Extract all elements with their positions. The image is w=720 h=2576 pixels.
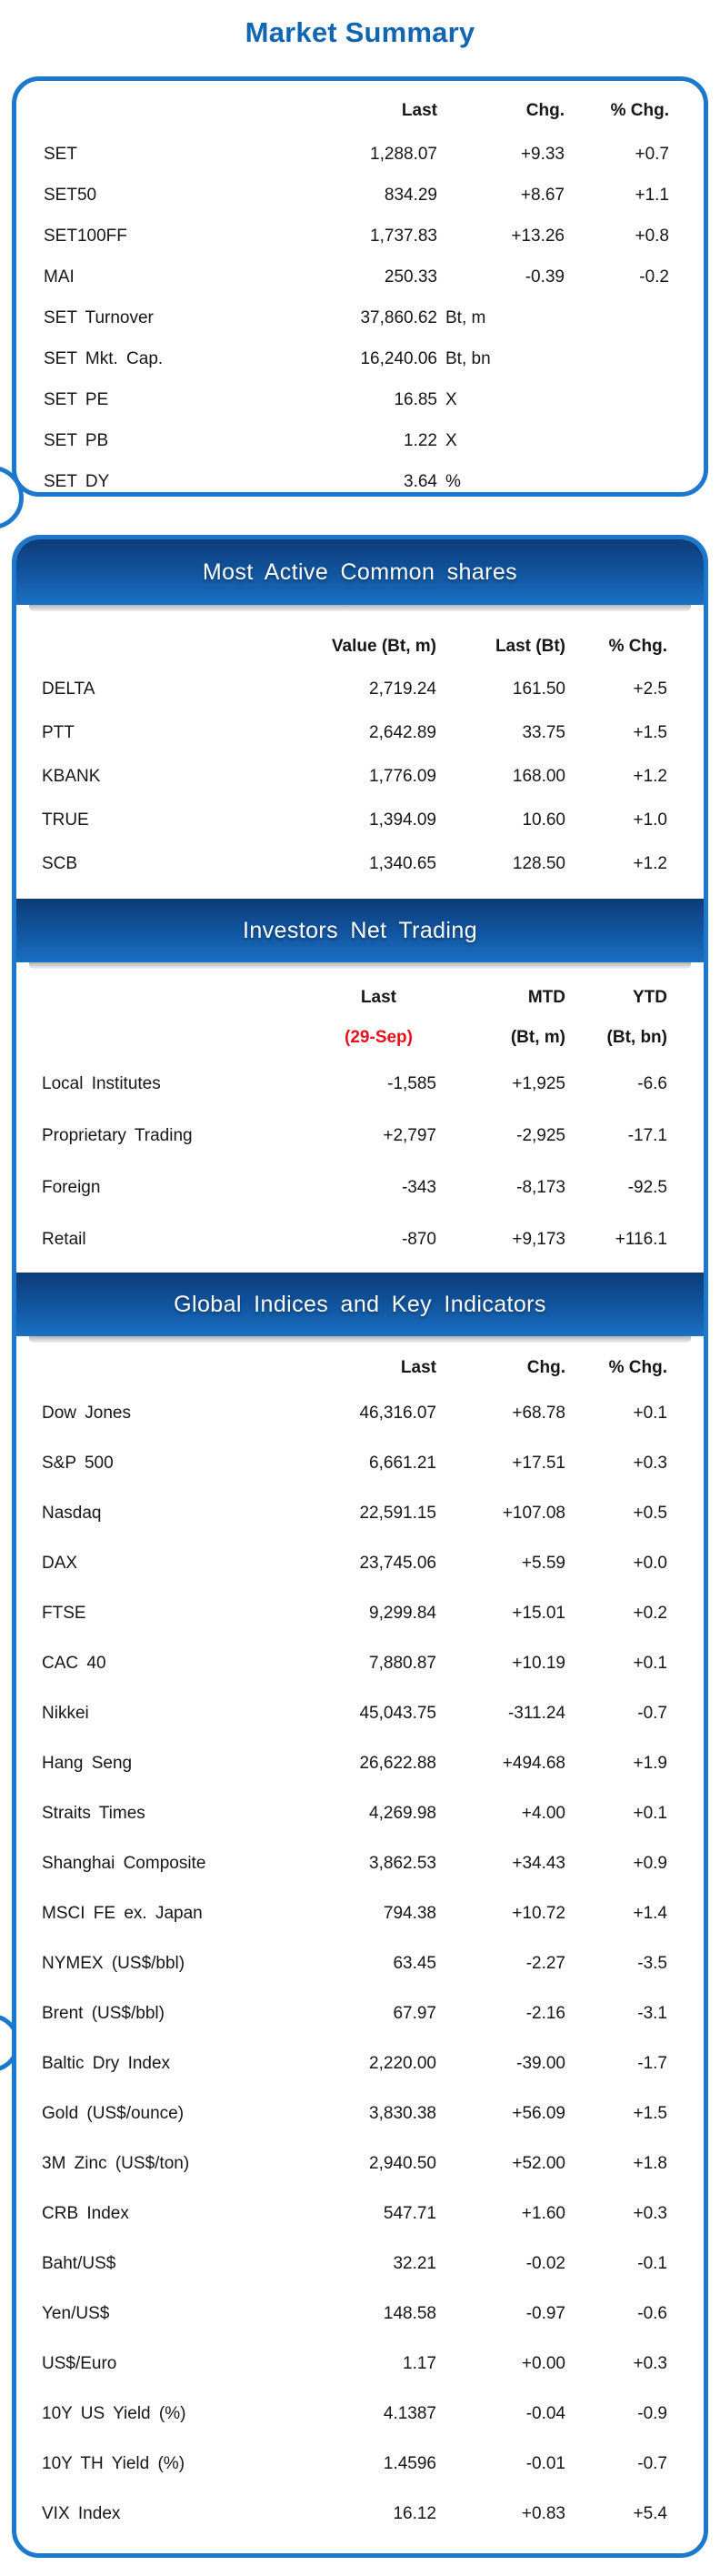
net-last: -343 (401, 1177, 436, 1197)
value-last: 9,299.84 (369, 1603, 436, 1623)
table-row (42, 1058, 667, 1110)
column-subheader-mtd-unit: (Bt, m) (510, 1028, 565, 1047)
investors-table (16, 978, 704, 1273)
net-mtd: -2,925 (516, 1125, 565, 1145)
ticker-label: KBANK (42, 767, 101, 786)
indicator-label: NYMEX (US$/bbl) (42, 1953, 185, 1973)
page-title: Market Summary (245, 16, 475, 48)
most-active-rows (42, 668, 667, 886)
global-table (16, 1348, 704, 2539)
ticker-label: SCB (42, 854, 78, 873)
value-last: 3.64 (404, 471, 437, 491)
net-ytd: +116.1 (615, 1229, 667, 1249)
table-row (42, 2489, 667, 2539)
indicator-label: 10Y US Yield (%) (42, 2403, 186, 2423)
value-pct: +1.9 (633, 1753, 667, 1773)
indicator-label: Brent (US$/bbl) (42, 2003, 165, 2023)
value-traded: 1,340.65 (369, 854, 436, 873)
row-label: SET (44, 144, 77, 164)
value-pct: -1.7 (637, 2053, 667, 2073)
column-header-value: Value (Bt, m) (331, 637, 436, 656)
value-last: 22,591.15 (359, 1503, 436, 1523)
column-header-last: Last (401, 101, 437, 120)
row-label: SET100FF (44, 226, 127, 246)
indicator-label: Yen/US$ (42, 2303, 110, 2323)
value-mid-cell (437, 226, 565, 247)
value-last: 32.21 (393, 2253, 436, 2273)
band-shadow (29, 1336, 691, 1343)
band-shadow (29, 605, 691, 611)
value-chg: +52.00 (512, 2153, 565, 2173)
global-header-row (42, 1348, 667, 1388)
investor-type-label: Proprietary Trading (42, 1125, 193, 1145)
net-ytd: -6.6 (637, 1073, 667, 1093)
value-last: 16.12 (393, 2503, 436, 2523)
table-row (42, 799, 667, 842)
row-label: MAI (44, 267, 75, 287)
table-row (42, 2339, 667, 2389)
value-chg: +8.67 (520, 185, 565, 205)
value-chg: -2.16 (525, 2003, 565, 2023)
value-last: 7,880.87 (369, 1653, 436, 1673)
value-chg: +107.08 (502, 1503, 565, 1523)
value-chg: +9.33 (520, 144, 565, 164)
value-last: 2,940.50 (369, 2153, 436, 2173)
column-header-pct: % Chg. (608, 1358, 667, 1377)
column-header-chg: Chg. (525, 101, 565, 120)
value-last: 3,862.53 (369, 1853, 436, 1873)
value-unit: Bt, bn (445, 348, 491, 368)
value-last: 26,622.88 (359, 1753, 436, 1773)
value-last: 1.17 (403, 2353, 436, 2373)
last-price: 161.50 (512, 679, 565, 699)
value-chg: -2.27 (525, 1953, 565, 1973)
section-header-global (16, 1273, 704, 1336)
column-header-pct: % Chg. (608, 637, 667, 656)
value-last: 67.97 (393, 2003, 436, 2023)
value-last: 1.22 (404, 430, 437, 450)
value-chg: +56.09 (512, 2103, 565, 2123)
table-row (42, 2088, 667, 2138)
value-chg: +0.00 (521, 2353, 565, 2373)
value-chg: +4.00 (521, 1803, 565, 1823)
table-row (42, 1738, 667, 1788)
table-row (42, 2439, 667, 2489)
net-mtd: +1,925 (512, 1073, 565, 1093)
indicator-label: Hang Seng (42, 1753, 133, 1773)
column-header-ytd: YTD (633, 988, 667, 1007)
value-last: 46,316.07 (359, 1403, 436, 1423)
net-ytd: -17.1 (627, 1125, 667, 1145)
table-row (44, 257, 669, 297)
value-pct: +0.1 (633, 1653, 667, 1673)
value-pct: +0.2 (633, 1603, 667, 1623)
value-mid-cell (437, 145, 565, 165)
value-pct: +0.9 (633, 1853, 667, 1873)
value-unit: Bt, m (445, 307, 486, 327)
value-pct: -0.9 (637, 2403, 667, 2423)
value-last: 250.33 (384, 267, 437, 287)
row-label: SET PE (44, 389, 109, 409)
table-row (44, 461, 669, 502)
column-header-last: Last (400, 1358, 436, 1377)
value-pct: +1.1 (635, 185, 669, 205)
table-row (42, 2038, 667, 2088)
indicator-label: CRB Index (42, 2203, 129, 2223)
pct-change: +1.5 (633, 723, 667, 742)
value-traded: 2,719.24 (369, 679, 436, 699)
last-price: 33.75 (522, 723, 565, 742)
investors-header-row (42, 978, 667, 1018)
table-row (42, 1438, 667, 1488)
value-last: 16.85 (394, 389, 437, 409)
value-last: 1,288.07 (370, 144, 437, 164)
band-shadow (29, 962, 691, 969)
value-traded: 1,776.09 (369, 767, 436, 786)
indicator-label: MSCI FE ex. Japan (42, 1903, 203, 1923)
column-header-last: Last (Bt) (495, 637, 565, 656)
table-row (42, 755, 667, 799)
value-pct: +1.5 (633, 2103, 667, 2123)
value-mid-cell (437, 390, 565, 410)
ticker-label: PTT (42, 723, 75, 742)
indicator-label: Baltic Dry Index (42, 2053, 171, 2073)
investor-type-label: Local Institutes (42, 1073, 161, 1093)
net-mtd: +9,173 (512, 1229, 565, 1249)
last-price: 10.60 (522, 810, 565, 830)
value-pct: -3.5 (637, 1953, 667, 1973)
section-title: Global Indices and Key Indicators (174, 1291, 546, 1317)
value-pct: -0.1 (637, 2253, 667, 2273)
investors-subheader-row (42, 1018, 667, 1058)
value-pct: -3.1 (637, 2003, 667, 2023)
ticker-label: DELTA (42, 679, 95, 699)
column-header-chg: Chg. (526, 1358, 565, 1377)
value-chg: +68.78 (512, 1403, 565, 1423)
value-pct: -0.2 (639, 267, 669, 287)
table-row (42, 2189, 667, 2239)
value-last: 834.29 (384, 185, 437, 205)
table-row (44, 134, 669, 175)
table-row (42, 1162, 667, 1213)
value-last: 23,745.06 (359, 1553, 436, 1573)
section-header-most-active (16, 539, 704, 605)
value-last: 63.45 (393, 1953, 436, 1973)
value-traded: 2,642.89 (369, 723, 436, 742)
last-price: 128.50 (512, 854, 565, 873)
last-price: 168.00 (512, 767, 565, 786)
table-row (44, 216, 669, 257)
table-row (44, 420, 669, 461)
value-pct: -0.7 (637, 2453, 667, 2473)
table-row (42, 842, 667, 886)
value-last: 4.1387 (383, 2403, 436, 2423)
value-chg: -0.01 (525, 2453, 565, 2473)
value-chg: +15.01 (512, 1603, 565, 1623)
value-pct: +1.4 (633, 1903, 667, 1923)
value-chg: +494.68 (502, 1753, 565, 1773)
value-pct: +5.4 (633, 2503, 667, 2523)
indicator-label: Baht/US$ (42, 2253, 116, 2273)
indicator-label: DAX (42, 1553, 78, 1573)
indicator-label: US$/Euro (42, 2353, 117, 2373)
value-mid-cell (437, 267, 565, 287)
table-row (42, 1213, 667, 1265)
section-title: Investors Net Trading (242, 917, 477, 943)
value-mid-cell (437, 308, 565, 328)
spacer (42, 886, 667, 899)
pct-change: +2.5 (633, 679, 667, 699)
global-rows (42, 1388, 667, 2539)
table-row (42, 1838, 667, 1888)
value-pct: +0.5 (633, 1503, 667, 1523)
value-chg: -311.24 (507, 1703, 565, 1723)
table-row (42, 2239, 667, 2289)
table-row (42, 2138, 667, 2189)
table-row (44, 297, 669, 338)
row-label: SET Turnover (44, 307, 154, 327)
table-row (42, 1938, 667, 1988)
value-chg: -0.02 (525, 2253, 565, 2273)
table-row (42, 1488, 667, 1538)
value-last: 794.38 (383, 1903, 436, 1923)
table-row (42, 1688, 667, 1738)
row-label: SET50 (44, 185, 97, 205)
table-row (42, 1388, 667, 1438)
value-last: 3,830.38 (369, 2103, 436, 2123)
value-pct: +0.0 (633, 1553, 667, 1573)
row-label: SET DY (44, 471, 110, 491)
indicator-label: FTSE (42, 1603, 86, 1623)
value-last: 6,661.21 (369, 1453, 436, 1473)
value-pct: +1.8 (633, 2153, 667, 2173)
net-last: -1,585 (387, 1073, 436, 1093)
indicator-label: CAC 40 (42, 1653, 106, 1673)
table-row (42, 1888, 667, 1938)
column-subheader-ytd-unit: (Bt, bn) (606, 1028, 667, 1047)
most-active-header-row (42, 626, 667, 668)
row-label: SET Mkt. Cap. (44, 348, 164, 368)
value-last: 1.4596 (383, 2453, 436, 2473)
column-header-last: Last (360, 988, 396, 1007)
value-unit: X (445, 430, 457, 450)
investor-type-label: Retail (42, 1229, 86, 1249)
value-last: 1,737.83 (370, 226, 437, 246)
table-row (42, 2389, 667, 2439)
value-last: 547.71 (383, 2203, 436, 2223)
value-chg: +10.19 (512, 1653, 565, 1673)
value-pct: +0.1 (633, 1803, 667, 1823)
value-pct: +0.3 (633, 2353, 667, 2373)
indicator-label: Straits Times (42, 1803, 145, 1823)
table-row (42, 668, 667, 711)
value-chg: +0.83 (521, 2503, 565, 2523)
value-pct: +0.3 (633, 1453, 667, 1473)
value-pct: +0.7 (635, 144, 669, 164)
indicator-label: VIX Index (42, 2503, 121, 2523)
indicator-label: 10Y TH Yield (%) (42, 2453, 185, 2473)
value-pct: +0.3 (633, 2203, 667, 2223)
pct-change: +1.2 (633, 767, 667, 786)
value-last: 148.58 (383, 2303, 436, 2323)
indicator-label: S&P 500 (42, 1453, 114, 1473)
value-chg: +13.26 (511, 226, 565, 246)
value-pct: -0.6 (637, 2303, 667, 2323)
table-row (42, 2289, 667, 2339)
net-mtd: -8,173 (516, 1177, 565, 1197)
indicator-label: Shanghai Composite (42, 1853, 206, 1873)
table-row (42, 711, 667, 755)
value-last: 45,043.75 (359, 1703, 436, 1723)
value-mid-cell (437, 431, 565, 451)
pct-change: +1.0 (633, 810, 667, 830)
value-mid-cell (437, 186, 565, 206)
table-row (42, 1788, 667, 1838)
indicator-label: Nasdaq (42, 1503, 102, 1523)
section-header-investors (16, 899, 704, 962)
market-summary-box (12, 76, 708, 497)
pct-change: +1.2 (633, 854, 667, 873)
value-chg: +1.60 (521, 2203, 565, 2223)
summary-header-row (44, 88, 669, 134)
indicator-label: Dow Jones (42, 1403, 131, 1423)
value-unit: % (445, 471, 461, 491)
value-chg: +34.43 (512, 1853, 565, 1873)
value-pct: -0.7 (637, 1703, 667, 1723)
ticker-label: TRUE (42, 810, 89, 830)
table-row (42, 1988, 667, 2038)
value-mid-cell (437, 349, 565, 369)
value-traded: 1,394.09 (369, 810, 436, 830)
column-header-mtd: MTD (527, 988, 565, 1007)
sections-box (12, 535, 708, 2558)
table-row (44, 379, 669, 420)
spacer (42, 1265, 667, 1273)
table-row (44, 338, 669, 379)
table-row (42, 1538, 667, 1588)
value-unit: X (445, 389, 457, 409)
section-title: Most Active Common shares (202, 558, 518, 585)
value-last: 2,220.00 (369, 2053, 436, 2073)
summary-table (44, 134, 669, 502)
net-last: +2,797 (383, 1125, 436, 1145)
value-chg: -0.39 (525, 267, 565, 287)
value-last: 37,860.62 (360, 307, 437, 327)
value-mid-cell (437, 472, 565, 492)
column-header-pct: % Chg. (610, 101, 669, 120)
row-label: SET PB (44, 430, 109, 450)
value-chg: +10.72 (512, 1903, 565, 1923)
net-last: -870 (401, 1229, 436, 1249)
most-active-table (16, 626, 704, 899)
investor-type-label: Foreign (42, 1177, 101, 1197)
indicator-label: 3M Zinc (US$/ton) (42, 2153, 190, 2173)
table-row (42, 1110, 667, 1162)
value-pct: +0.8 (635, 226, 669, 246)
net-ytd: -92.5 (627, 1177, 667, 1197)
table-row (42, 1638, 667, 1688)
table-row (42, 1588, 667, 1638)
value-pct: +0.1 (633, 1403, 667, 1423)
value-last: 16,240.06 (360, 348, 437, 368)
table-row (44, 175, 669, 216)
investors-rows (42, 1058, 667, 1265)
indicator-label: Gold (US$/ounce) (42, 2103, 185, 2123)
value-chg: -0.04 (525, 2403, 565, 2423)
value-chg: -0.97 (525, 2303, 565, 2323)
value-chg: +17.51 (512, 1453, 565, 1473)
value-last: 4,269.98 (369, 1803, 436, 1823)
value-chg: +5.59 (521, 1553, 565, 1573)
value-chg: -39.00 (516, 2053, 565, 2073)
indicator-label: Nikkei (42, 1703, 89, 1723)
column-subheader-date: (29-Sep) (345, 1028, 413, 1047)
